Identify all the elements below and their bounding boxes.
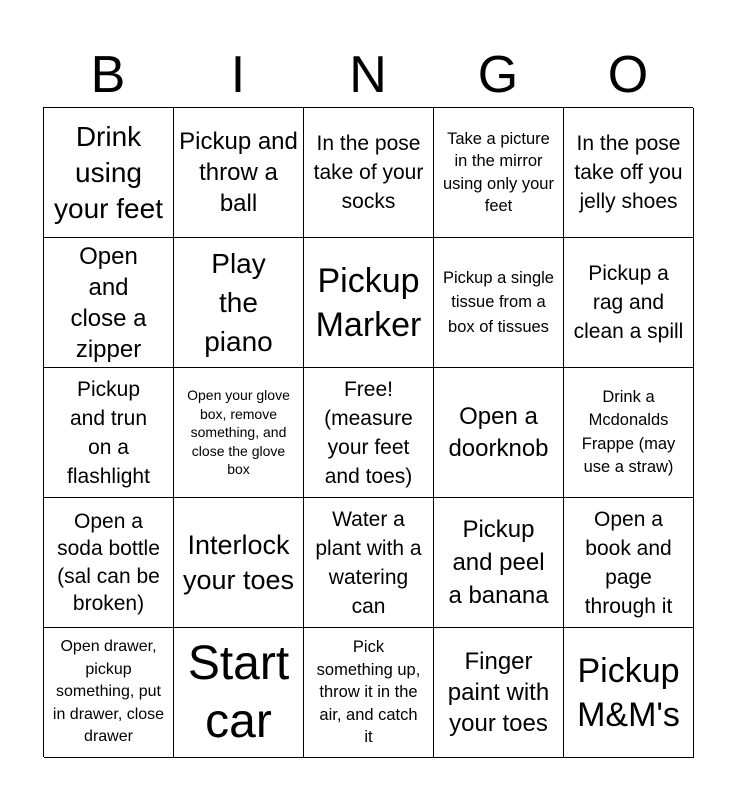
header-letter-i: I — [230, 46, 246, 104]
bingo-cell[interactable] — [174, 498, 304, 628]
cell-text: Interlock your toes — [182, 529, 295, 595]
cell-text: Pickup a rag and clean a spill — [573, 262, 684, 343]
bingo-cell[interactable] — [44, 628, 174, 758]
header-letter-b: B — [90, 46, 126, 104]
cell-text: Drink using your feet — [54, 120, 163, 224]
cell-text: Free! (measure your feet and toes) — [324, 377, 413, 488]
bingo-cell[interactable] — [174, 628, 304, 758]
cell-text: Open and close a zipper — [70, 242, 147, 363]
bingo-cell[interactable] — [564, 238, 694, 368]
cell-text: Start car — [187, 636, 290, 748]
bingo-cell[interactable] — [304, 498, 434, 628]
bingo-cell[interactable] — [174, 238, 304, 368]
bingo-cell[interactable] — [564, 498, 694, 628]
cell-text: Drink a Mcdonalds Frappe (may use a straw) — [581, 387, 676, 476]
bingo-cell[interactable] — [304, 368, 434, 498]
bingo-cell[interactable] — [304, 238, 434, 368]
cell-text: Pickup and throw a ball — [179, 128, 298, 217]
cell-text: Pickup M&M's — [577, 651, 680, 734]
bingo-cell[interactable] — [44, 498, 174, 628]
bingo-cell[interactable] — [304, 108, 434, 238]
bingo-cell[interactable] — [434, 238, 564, 368]
cell-text: Take a picture in the mirror using only your feet — [443, 129, 554, 215]
bingo-cell[interactable] — [564, 108, 694, 238]
bingo-cell[interactable] — [564, 368, 694, 498]
cell-text: Play the piano — [204, 248, 273, 357]
cell-text: Open drawer, pickup something, put in drawer, close drawer — [52, 638, 165, 746]
bingo-cell[interactable] — [44, 108, 174, 238]
cell-text: Open a book and page through it — [584, 507, 673, 618]
cell-text: Water a plant with a watering can — [315, 507, 422, 618]
header-letter-o: O — [607, 46, 649, 104]
bingo-cell[interactable] — [44, 368, 174, 498]
header-letter-g: G — [477, 46, 519, 104]
bingo-cell[interactable] — [434, 368, 564, 498]
bingo-header — [43, 44, 693, 106]
cell-text: In the pose take off you jelly shoes — [574, 132, 683, 213]
cell-text: Open a doorknob — [448, 402, 549, 462]
header-letter-n: N — [349, 46, 387, 104]
bingo-cell[interactable] — [174, 108, 304, 238]
cell-text: Finger paint with your toes — [447, 648, 550, 737]
cell-text: In the pose take of your socks — [313, 132, 424, 213]
bingo-cell[interactable] — [174, 368, 304, 498]
bingo-cell[interactable] — [434, 628, 564, 758]
cell-text: Open your glove box, remove something, and close the glove box — [187, 387, 290, 478]
bingo-cell[interactable] — [44, 238, 174, 368]
cell-text: Pickup and peel a banana — [448, 516, 549, 609]
bingo-cell[interactable] — [434, 498, 564, 628]
cell-text: Pickup a single tissue from a box of tissues — [443, 268, 554, 336]
cell-text: Open a soda bottle (sal can be broken) — [57, 509, 160, 615]
bingo-grid — [43, 107, 693, 757]
bingo-cell[interactable] — [564, 628, 694, 758]
cell-text: Pickup Marker — [315, 261, 422, 344]
cell-text: Pick something up, throw it in the air, and catch it — [316, 638, 421, 747]
bingo-cell[interactable] — [434, 108, 564, 238]
cell-text: Pickup and trun on a flashlight — [67, 377, 150, 488]
bingo-cell[interactable] — [304, 628, 434, 758]
